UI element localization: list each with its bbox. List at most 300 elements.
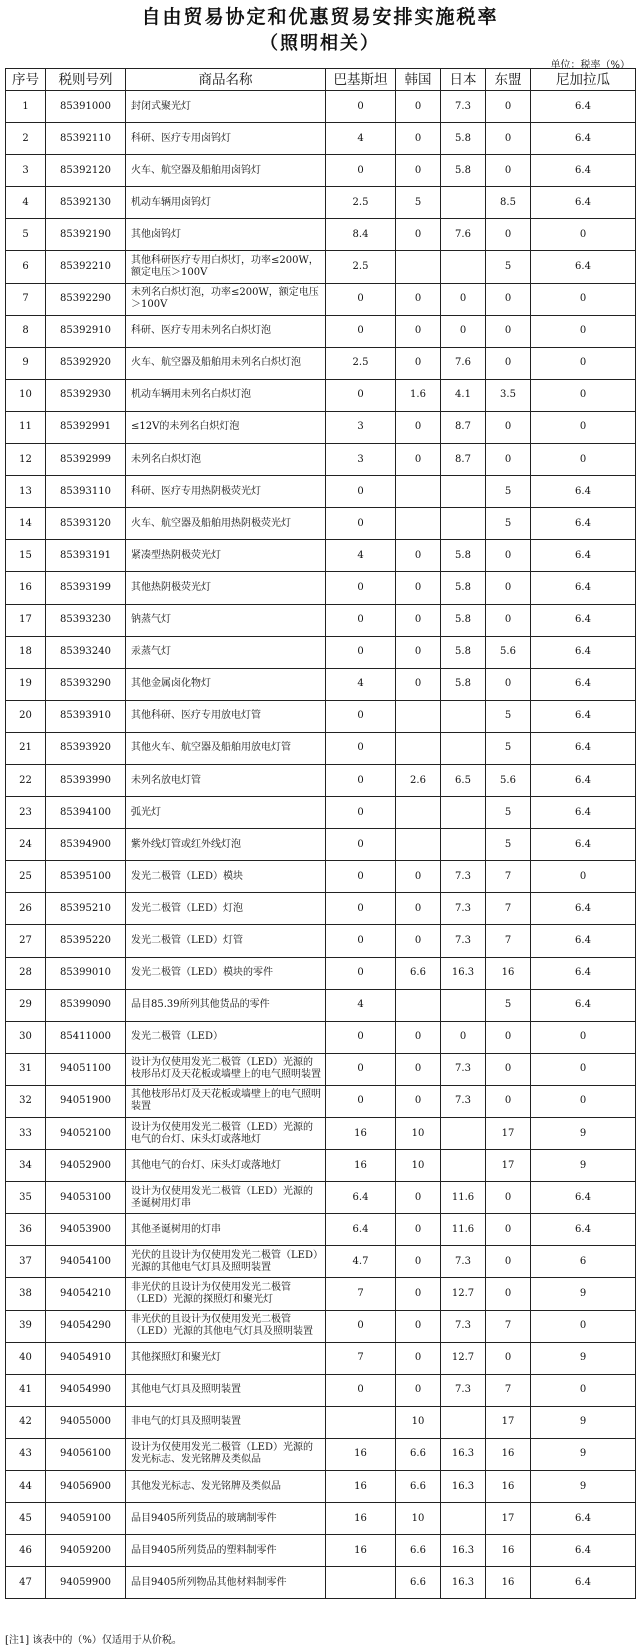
- cell-index: 41: [6, 1374, 46, 1406]
- cell-code: 85392130: [46, 187, 126, 219]
- cell-asean: 16: [486, 1471, 531, 1503]
- cell-japan: 7.3: [441, 861, 486, 893]
- cell-japan: 11.6: [441, 1182, 486, 1214]
- cell-korea: 0: [396, 315, 441, 347]
- cell-pakistan: 0: [326, 604, 396, 636]
- cell-nicaragua: 0: [531, 283, 636, 315]
- table-row: [6, 155, 636, 187]
- cell-japan: 4.1: [441, 379, 486, 411]
- cell-japan: 8.7: [441, 411, 486, 443]
- cell-index: 30: [6, 1021, 46, 1053]
- cell-asean: 0: [486, 123, 531, 155]
- cell-pakistan: 2.5: [326, 187, 396, 219]
- cell-pakistan: 0: [326, 829, 396, 861]
- cell-japan: 7.3: [441, 893, 486, 925]
- cell-code: 94052100: [46, 1118, 126, 1150]
- cell-korea: 0: [396, 893, 441, 925]
- cell-index: 32: [6, 1085, 46, 1117]
- cell-pakistan: 3: [326, 411, 396, 443]
- cell-nicaragua: 6.4: [531, 700, 636, 732]
- cell-japan: 5.8: [441, 155, 486, 187]
- cell-pakistan: 16: [326, 1150, 396, 1182]
- cell-japan: 16.3: [441, 1471, 486, 1503]
- cell-japan: 8.7: [441, 444, 486, 476]
- table-row: [6, 123, 636, 155]
- cell-korea: [396, 797, 441, 829]
- cell-nicaragua: 0: [531, 1310, 636, 1342]
- cell-nicaragua: 6.4: [531, 91, 636, 123]
- cell-japan: 12.7: [441, 1278, 486, 1310]
- cell-index: 29: [6, 989, 46, 1021]
- cell-product: 品目9405所列货品的塑料制零件: [126, 1535, 326, 1567]
- cell-korea: 10: [396, 1406, 441, 1438]
- cell-code: 85392999: [46, 444, 126, 476]
- cell-pakistan: 6.4: [326, 1214, 396, 1246]
- cell-asean: 17: [486, 1150, 531, 1182]
- cell-product: 未列名白炽灯泡，功率≤200W，额定电压＞100V: [126, 283, 326, 315]
- cell-pakistan: 4: [326, 989, 396, 1021]
- cell-code: 85411000: [46, 1021, 126, 1053]
- cell-korea: 0: [396, 1278, 441, 1310]
- cell-nicaragua: 6.4: [531, 1503, 636, 1535]
- cell-product: 品目9405所列货品的玻璃制零件: [126, 1503, 326, 1535]
- table-row: [6, 1342, 636, 1374]
- table-row: [6, 283, 636, 315]
- cell-nicaragua: 0: [531, 315, 636, 347]
- cell-code: 85395100: [46, 861, 126, 893]
- cell-index: 14: [6, 508, 46, 540]
- cell-code: 85393230: [46, 604, 126, 636]
- cell-code: 85393191: [46, 540, 126, 572]
- cell-korea: 0: [396, 347, 441, 379]
- cell-japan: 7.3: [441, 1085, 486, 1117]
- cell-asean: 5.6: [486, 636, 531, 668]
- cell-pakistan: [326, 1567, 396, 1599]
- header-cell-pakistan: 巴基斯坦: [326, 69, 396, 91]
- cell-pakistan: 0: [326, 957, 396, 989]
- table-row: [6, 861, 636, 893]
- cell-japan: 5.8: [441, 636, 486, 668]
- cell-nicaragua: 6.4: [531, 540, 636, 572]
- cell-asean: 0: [486, 668, 531, 700]
- cell-korea: [396, 700, 441, 732]
- cell-product: 其他圣诞树用的灯串: [126, 1214, 326, 1246]
- table-row: [6, 893, 636, 925]
- cell-code: 94056900: [46, 1471, 126, 1503]
- cell-index: 2: [6, 123, 46, 155]
- cell-japan: 7.3: [441, 925, 486, 957]
- cell-code: 85393990: [46, 764, 126, 796]
- cell-japan: [441, 700, 486, 732]
- cell-code: 85392190: [46, 219, 126, 251]
- cell-asean: 0: [486, 1182, 531, 1214]
- cell-code: 85392991: [46, 411, 126, 443]
- cell-nicaragua: 6.4: [531, 1214, 636, 1246]
- cell-nicaragua: 0: [531, 1053, 636, 1085]
- cell-product: 紧凑型热阴极荧光灯: [126, 540, 326, 572]
- cell-korea: 0: [396, 861, 441, 893]
- cell-korea: 0: [396, 1310, 441, 1342]
- cell-asean: 5: [486, 251, 531, 283]
- table-row: [6, 1535, 636, 1567]
- table-row: [6, 315, 636, 347]
- cell-pakistan: 0: [326, 283, 396, 315]
- cell-asean: 16: [486, 1567, 531, 1599]
- cell-japan: [441, 989, 486, 1021]
- cell-nicaragua: 6.4: [531, 989, 636, 1021]
- cell-korea: [396, 732, 441, 764]
- cell-asean: 0: [486, 1278, 531, 1310]
- cell-nicaragua: 6.4: [531, 187, 636, 219]
- cell-korea: 0: [396, 1085, 441, 1117]
- header-cell-japan: 日本: [441, 69, 486, 91]
- cell-korea: 0: [396, 1246, 441, 1278]
- cell-code: 94053900: [46, 1214, 126, 1246]
- cell-asean: 0: [486, 411, 531, 443]
- cell-asean: 0: [486, 1053, 531, 1085]
- cell-asean: 7: [486, 1374, 531, 1406]
- cell-korea: 0: [396, 219, 441, 251]
- cell-japan: 5.8: [441, 572, 486, 604]
- cell-asean: 5: [486, 829, 531, 861]
- cell-pakistan: 0: [326, 1021, 396, 1053]
- cell-korea: 2.6: [396, 764, 441, 796]
- cell-japan: 12.7: [441, 1342, 486, 1374]
- table-row: [6, 1374, 636, 1406]
- cell-nicaragua: 9: [531, 1278, 636, 1310]
- cell-korea: 0: [396, 1021, 441, 1053]
- cell-index: 8: [6, 315, 46, 347]
- cell-korea: 10: [396, 1118, 441, 1150]
- cell-japan: 7.6: [441, 219, 486, 251]
- header-cell-product: 商品名称: [126, 69, 326, 91]
- header-cell-index: 序号: [6, 69, 46, 91]
- cell-nicaragua: 6.4: [531, 251, 636, 283]
- cell-asean: 16: [486, 1438, 531, 1470]
- cell-index: 34: [6, 1150, 46, 1182]
- cell-pakistan: 16: [326, 1438, 396, 1470]
- cell-index: 35: [6, 1182, 46, 1214]
- table-row: [6, 1406, 636, 1438]
- cell-japan: [441, 732, 486, 764]
- table-row: [6, 764, 636, 796]
- cell-japan: 7.3: [441, 1053, 486, 1085]
- cell-product: 设计为仅使用发光二极管（LED）光源的发光标志、发光铭牌及类似品: [126, 1438, 326, 1470]
- cell-code: 85392290: [46, 283, 126, 315]
- cell-nicaragua: 0: [531, 219, 636, 251]
- cell-korea: 0: [396, 1342, 441, 1374]
- cell-asean: 0: [486, 1214, 531, 1246]
- table-row: [6, 1310, 636, 1342]
- cell-index: 17: [6, 604, 46, 636]
- cell-index: 44: [6, 1471, 46, 1503]
- cell-korea: 1.6: [396, 379, 441, 411]
- cell-index: 23: [6, 797, 46, 829]
- table-row: [6, 668, 636, 700]
- cell-code: 85393240: [46, 636, 126, 668]
- cell-product: 发光二极管（LED）灯泡: [126, 893, 326, 925]
- cell-product: 火车、航空器及船舶用卤钨灯: [126, 155, 326, 187]
- cell-pakistan: 0: [326, 893, 396, 925]
- cell-nicaragua: 9: [531, 1471, 636, 1503]
- cell-nicaragua: 6.4: [531, 155, 636, 187]
- cell-index: 13: [6, 476, 46, 508]
- cell-asean: 5: [486, 797, 531, 829]
- cell-code: 85392110: [46, 123, 126, 155]
- cell-product: 机动车辆用未列名白炽灯泡: [126, 379, 326, 411]
- cell-asean: 5: [486, 732, 531, 764]
- cell-nicaragua: 9: [531, 1150, 636, 1182]
- cell-asean: 0: [486, 219, 531, 251]
- cell-nicaragua: 6.4: [531, 732, 636, 764]
- cell-index: 11: [6, 411, 46, 443]
- cell-korea: 6.6: [396, 1438, 441, 1470]
- cell-korea: 6.6: [396, 1567, 441, 1599]
- cell-korea: 0: [396, 604, 441, 636]
- cell-index: 3: [6, 155, 46, 187]
- cell-nicaragua: 6.4: [531, 1535, 636, 1567]
- cell-index: 7: [6, 283, 46, 315]
- cell-nicaragua: 0: [531, 444, 636, 476]
- cell-nicaragua: 6.4: [531, 925, 636, 957]
- cell-index: 45: [6, 1503, 46, 1535]
- cell-japan: 16.3: [441, 957, 486, 989]
- cell-japan: [441, 1118, 486, 1150]
- cell-code: 85392210: [46, 251, 126, 283]
- cell-pakistan: 7: [326, 1342, 396, 1374]
- table-row: [6, 187, 636, 219]
- cell-code: 94054990: [46, 1374, 126, 1406]
- table-row: [6, 347, 636, 379]
- cell-code: 85399090: [46, 989, 126, 1021]
- cell-pakistan: 3: [326, 444, 396, 476]
- cell-pakistan: 0: [326, 1085, 396, 1117]
- cell-korea: 10: [396, 1150, 441, 1182]
- cell-index: 39: [6, 1310, 46, 1342]
- cell-product: 设计为仅使用发光二极管（LED）光源的枝形吊灯及天花板或墙壁上的电气照明装置: [126, 1053, 326, 1085]
- cell-korea: 0: [396, 668, 441, 700]
- cell-product: 钠蒸气灯: [126, 604, 326, 636]
- cell-japan: 0: [441, 1021, 486, 1053]
- cell-nicaragua: 0: [531, 411, 636, 443]
- cell-code: 94054100: [46, 1246, 126, 1278]
- cell-japan: [441, 1150, 486, 1182]
- cell-asean: 16: [486, 1535, 531, 1567]
- document-title: 自由贸易协定和优惠贸易安排实施税率: [141, 6, 499, 28]
- cell-pakistan: 0: [326, 476, 396, 508]
- cell-asean: 0: [486, 540, 531, 572]
- table-row: [6, 1214, 636, 1246]
- cell-korea: [396, 508, 441, 540]
- cell-pakistan: 7: [326, 1278, 396, 1310]
- table-row: [6, 1085, 636, 1117]
- cell-japan: 7.3: [441, 1310, 486, 1342]
- cell-code: 85393910: [46, 700, 126, 732]
- table-body: [6, 91, 636, 1599]
- cell-pakistan: 0: [326, 572, 396, 604]
- header-cell-code: 税则号列: [46, 69, 126, 91]
- cell-japan: 5.8: [441, 604, 486, 636]
- cell-code: 85393110: [46, 476, 126, 508]
- header-cell-asean: 东盟: [486, 69, 531, 91]
- cell-pakistan: 4: [326, 540, 396, 572]
- table-row: [6, 604, 636, 636]
- cell-japan: [441, 187, 486, 219]
- cell-pakistan: 0: [326, 315, 396, 347]
- cell-index: 26: [6, 893, 46, 925]
- table-row: [6, 1503, 636, 1535]
- cell-code: 85391000: [46, 91, 126, 123]
- cell-asean: 0: [486, 283, 531, 315]
- cell-nicaragua: 6.4: [531, 957, 636, 989]
- cell-japan: [441, 829, 486, 861]
- table-row: [6, 989, 636, 1021]
- cell-index: 37: [6, 1246, 46, 1278]
- cell-code: 94052900: [46, 1150, 126, 1182]
- cell-pakistan: 16: [326, 1471, 396, 1503]
- cell-nicaragua: 6.4: [531, 604, 636, 636]
- cell-korea: 0: [396, 1214, 441, 1246]
- cell-korea: 0: [396, 411, 441, 443]
- table-row: [6, 219, 636, 251]
- cell-asean: 17: [486, 1406, 531, 1438]
- cell-korea: 6.6: [396, 957, 441, 989]
- cell-nicaragua: 6.4: [531, 636, 636, 668]
- cell-pakistan: 16: [326, 1503, 396, 1535]
- cell-product: 品目85.39所列其他货品的零件: [126, 989, 326, 1021]
- cell-korea: 6.6: [396, 1535, 441, 1567]
- cell-nicaragua: 0: [531, 1085, 636, 1117]
- cell-product: 汞蒸气灯: [126, 636, 326, 668]
- cell-code: 94054210: [46, 1278, 126, 1310]
- table-row: [6, 540, 636, 572]
- cell-pakistan: 0: [326, 732, 396, 764]
- cell-code: 94059900: [46, 1567, 126, 1599]
- cell-pakistan: 4: [326, 123, 396, 155]
- cell-code: 94059200: [46, 1535, 126, 1567]
- cell-nicaragua: 0: [531, 347, 636, 379]
- cell-index: 4: [6, 187, 46, 219]
- cell-index: 47: [6, 1567, 46, 1599]
- cell-korea: 0: [396, 1182, 441, 1214]
- cell-nicaragua: 0: [531, 1374, 636, 1406]
- cell-asean: 7: [486, 925, 531, 957]
- table-row: [6, 251, 636, 283]
- cell-product: 非光伏的且设计为仅使用发光二极管（LED）光源的其他电气灯具及照明装置: [126, 1310, 326, 1342]
- cell-korea: 0: [396, 123, 441, 155]
- table-row: [6, 1278, 636, 1310]
- cell-index: 27: [6, 925, 46, 957]
- cell-asean: 0: [486, 572, 531, 604]
- cell-pakistan: 0: [326, 925, 396, 957]
- cell-asean: 7: [486, 861, 531, 893]
- table-row: [6, 1438, 636, 1470]
- unit-label: 单位：税率（%）: [550, 60, 630, 71]
- cell-index: 46: [6, 1535, 46, 1567]
- cell-product: 其他枝形吊灯及天花板或墙壁上的电气照明装置: [126, 1085, 326, 1117]
- cell-product: 弧光灯: [126, 797, 326, 829]
- cell-nicaragua: 0: [531, 1021, 636, 1053]
- cell-korea: 0: [396, 540, 441, 572]
- cell-nicaragua: 9: [531, 1438, 636, 1470]
- cell-nicaragua: 6.4: [531, 508, 636, 540]
- cell-pakistan: 8.4: [326, 219, 396, 251]
- cell-pakistan: 0: [326, 700, 396, 732]
- cell-nicaragua: 6.4: [531, 797, 636, 829]
- cell-product: 火车、航空器及船舶用未列名白炽灯泡: [126, 347, 326, 379]
- cell-japan: [441, 476, 486, 508]
- cell-index: 20: [6, 700, 46, 732]
- cell-product: 非电气的灯具及照明装置: [126, 1406, 326, 1438]
- cell-product: 未列名白炽灯泡: [126, 444, 326, 476]
- table-row: [6, 572, 636, 604]
- cell-pakistan: 0: [326, 861, 396, 893]
- cell-japan: [441, 251, 486, 283]
- cell-code: 94054910: [46, 1342, 126, 1374]
- table-row: [6, 700, 636, 732]
- cell-asean: 0: [486, 1085, 531, 1117]
- footnote: [注1] 该表中的（%）仅适用于从价税。: [5, 1635, 182, 1646]
- table-row: [6, 1150, 636, 1182]
- cell-pakistan: 0: [326, 155, 396, 187]
- cell-korea: 0: [396, 572, 441, 604]
- cell-index: 25: [6, 861, 46, 893]
- cell-asean: 8.5: [486, 187, 531, 219]
- table-row: [6, 379, 636, 411]
- cell-nicaragua: 6.4: [531, 1567, 636, 1599]
- document-subtitle: （照明相关）: [260, 33, 380, 54]
- cell-index: 15: [6, 540, 46, 572]
- cell-asean: 17: [486, 1118, 531, 1150]
- cell-asean: 0: [486, 444, 531, 476]
- cell-asean: 0: [486, 1342, 531, 1374]
- cell-pakistan: 2.5: [326, 251, 396, 283]
- cell-product: 其他卤钨灯: [126, 219, 326, 251]
- cell-code: 85393920: [46, 732, 126, 764]
- cell-japan: 16.3: [441, 1567, 486, 1599]
- table-row: [6, 1471, 636, 1503]
- cell-code: 85392920: [46, 347, 126, 379]
- cell-pakistan: 16: [326, 1535, 396, 1567]
- cell-index: 10: [6, 379, 46, 411]
- cell-korea: 0: [396, 91, 441, 123]
- cell-nicaragua: 6.4: [531, 893, 636, 925]
- cell-product: 科研、医疗专用热阴极荧光灯: [126, 476, 326, 508]
- cell-index: 40: [6, 1342, 46, 1374]
- cell-product: ≤12V的未列名白炽灯泡: [126, 411, 326, 443]
- cell-pakistan: 4.7: [326, 1246, 396, 1278]
- cell-product: 设计为仅使用发光二极管（LED）光源的电气的台灯、床头灯或落地灯: [126, 1118, 326, 1150]
- cell-product: 其他探照灯和聚光灯: [126, 1342, 326, 1374]
- cell-product: 发光二极管（LED）模块的零件: [126, 957, 326, 989]
- cell-korea: [396, 476, 441, 508]
- cell-code: 94053100: [46, 1182, 126, 1214]
- cell-asean: 0: [486, 91, 531, 123]
- table-row: [6, 1118, 636, 1150]
- cell-pakistan: 0: [326, 91, 396, 123]
- cell-code: 85392910: [46, 315, 126, 347]
- table-row: [6, 957, 636, 989]
- cell-index: 38: [6, 1278, 46, 1310]
- cell-code: 85393290: [46, 668, 126, 700]
- cell-product: 科研、医疗专用卤钨灯: [126, 123, 326, 155]
- cell-product: 其他电气灯具及照明装置: [126, 1374, 326, 1406]
- cell-korea: 6.6: [396, 1471, 441, 1503]
- cell-asean: 5: [486, 989, 531, 1021]
- cell-korea: 0: [396, 444, 441, 476]
- cell-korea: 0: [396, 1374, 441, 1406]
- cell-product: 发光二极管（LED）模块: [126, 861, 326, 893]
